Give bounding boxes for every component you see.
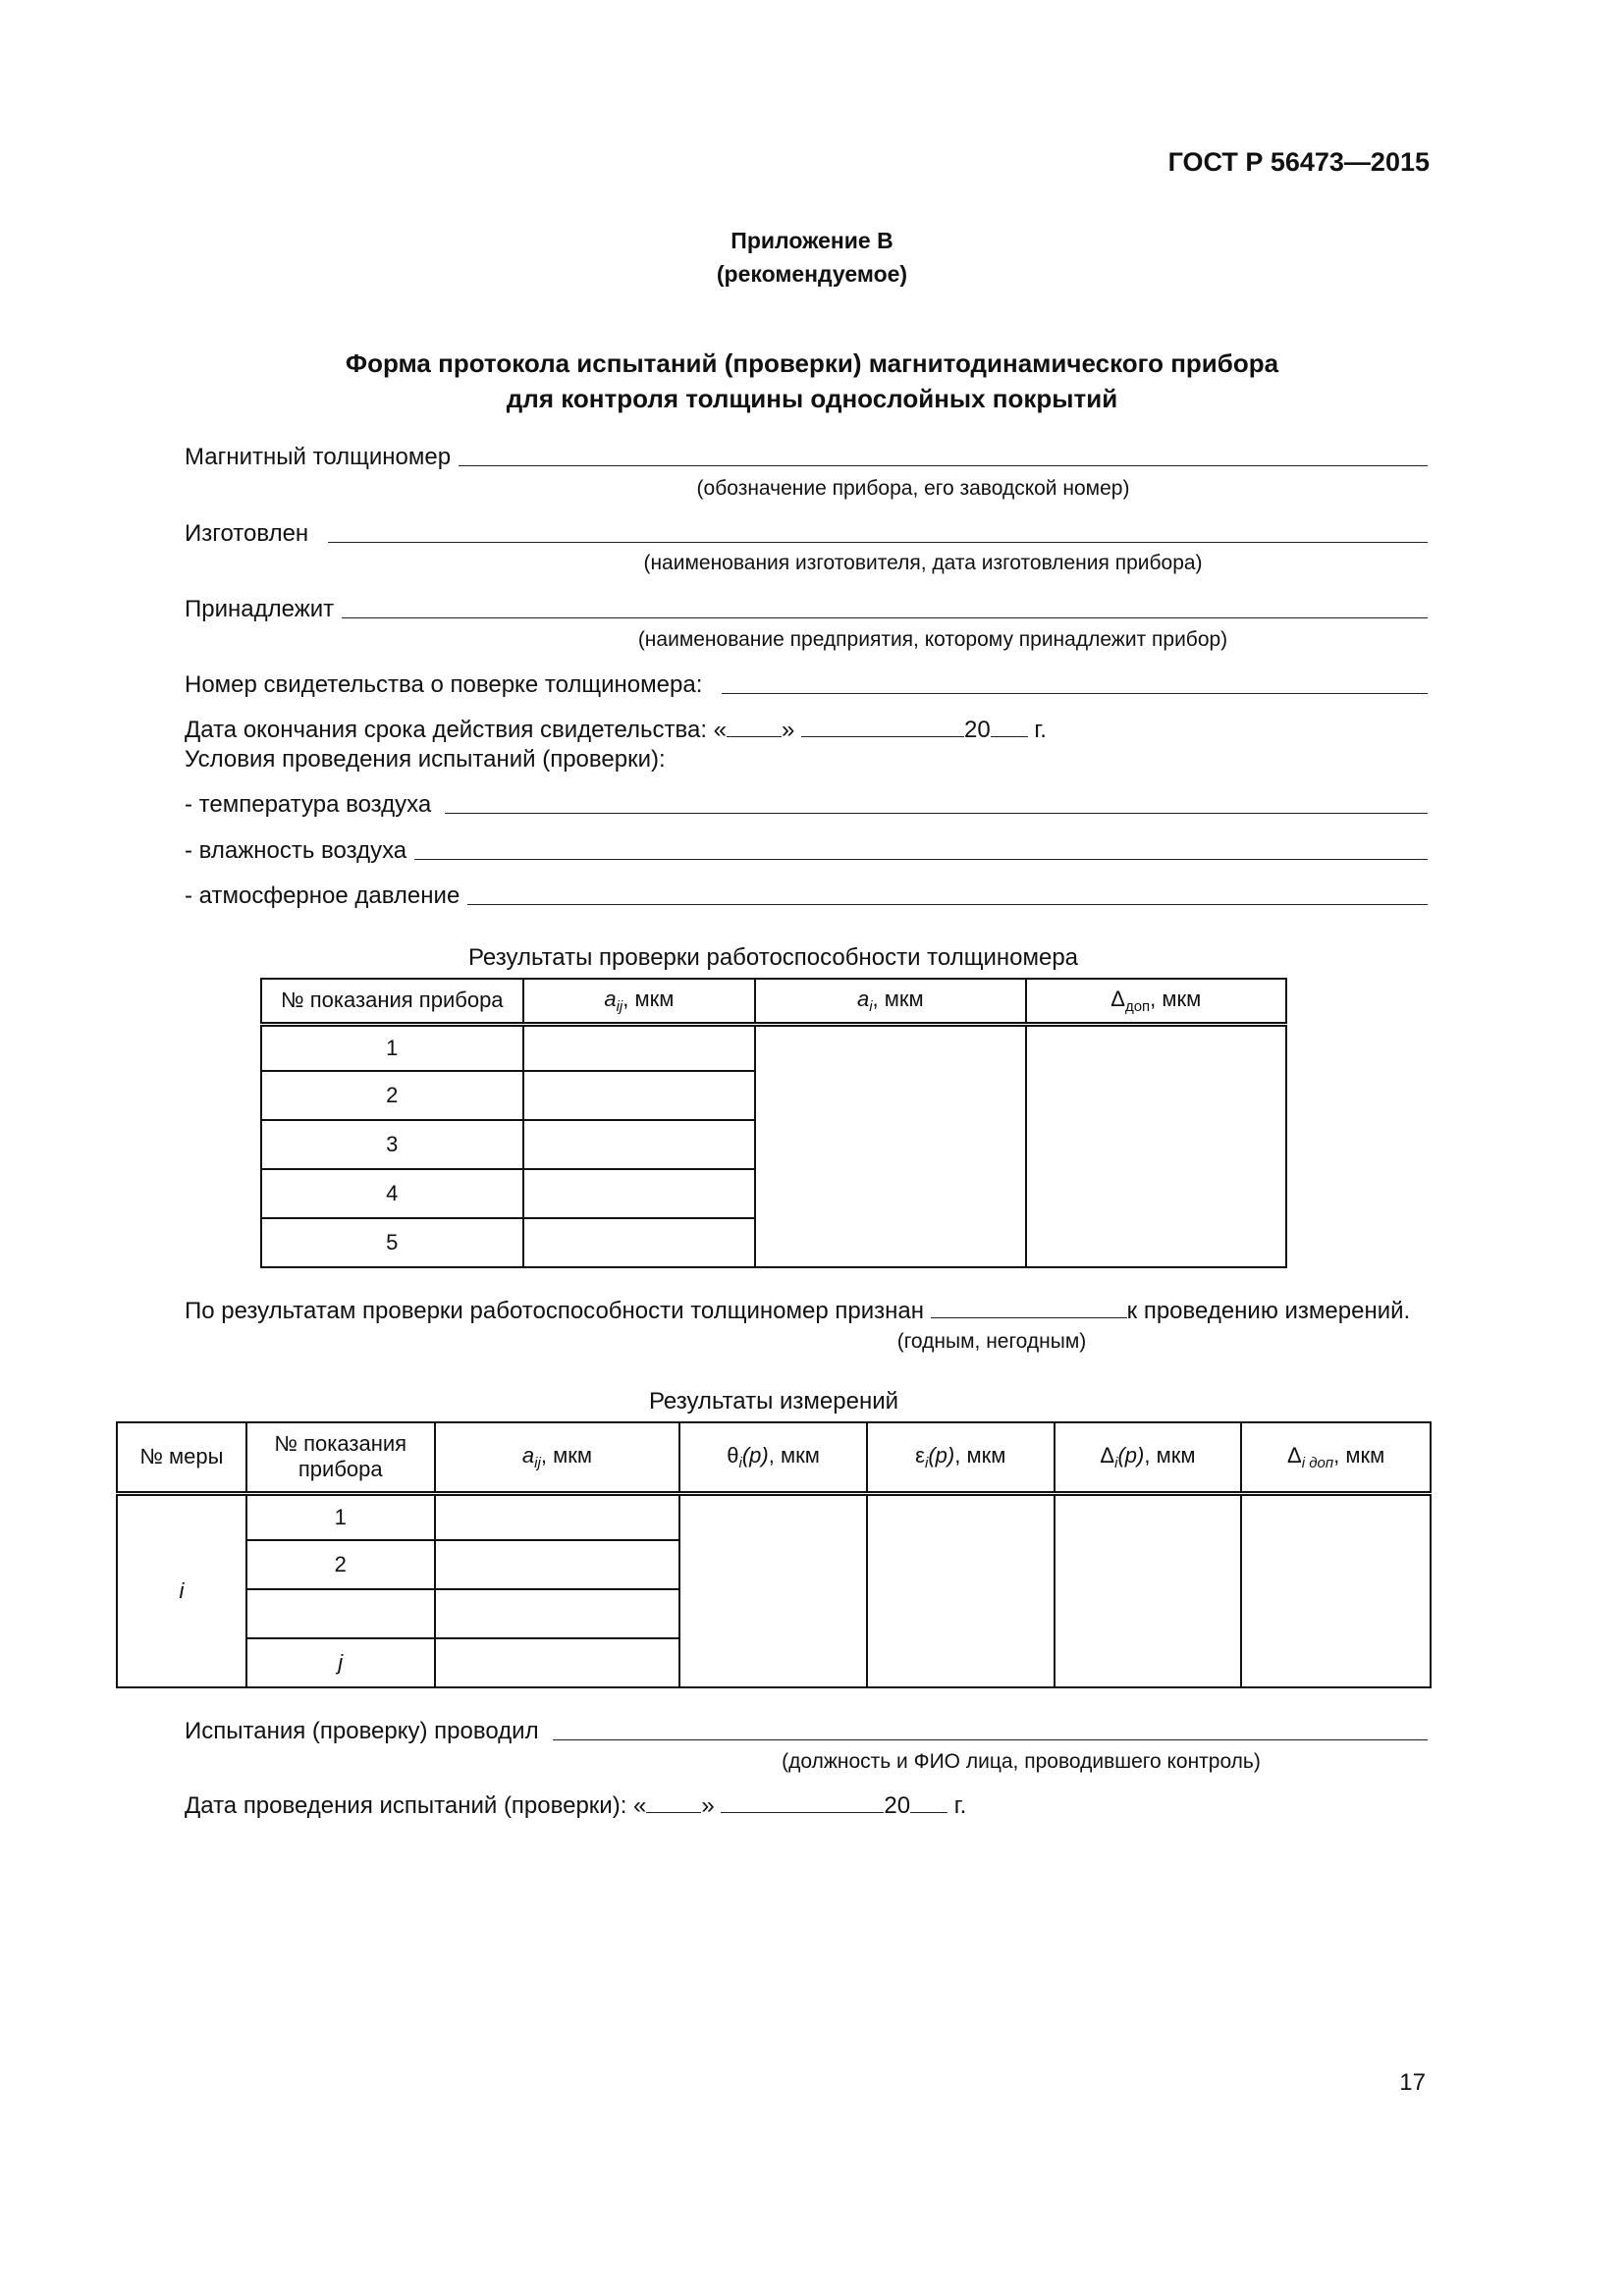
- field-made-label: Изготовлен: [185, 520, 309, 547]
- table-row: [117, 1493, 1431, 1540]
- field-owner-label: Принадлежит: [185, 596, 335, 622]
- table-row: [261, 1024, 1286, 1071]
- table2-cell-aij[interactable]: [435, 1493, 680, 1540]
- table2-cell-delta-dop[interactable]: [1241, 1493, 1431, 1687]
- test-date-quote: »: [701, 1792, 715, 1819]
- table1-row-number: 2: [261, 1071, 523, 1120]
- table2-header-row: [117, 1422, 1431, 1493]
- conditions-heading: Условия проведения испытаний (проверки):: [185, 746, 666, 773]
- table2-cell-aij[interactable]: [435, 1540, 680, 1589]
- verdict-blank[interactable]: [931, 1316, 1127, 1318]
- test-date-year-blank[interactable]: [910, 1811, 947, 1813]
- verdict-hint: (годным, негодным): [896, 1330, 1087, 1353]
- table2-cell-aij[interactable]: [435, 1589, 680, 1638]
- cert-expiry-month-blank[interactable]: [801, 735, 964, 737]
- table2: [116, 1421, 1432, 1688]
- field-humidity-label: - влажность воздуха: [185, 837, 407, 864]
- theta-symbol: θ: [727, 1442, 739, 1468]
- theta-subscript: i: [738, 1454, 742, 1471]
- test-date-year: 20: [884, 1792, 911, 1819]
- cert-expiry-year: 20: [964, 717, 991, 743]
- table1-cell-delta[interactable]: [1026, 1024, 1286, 1267]
- table1: [260, 978, 1287, 1268]
- table1-cell-aij[interactable]: [523, 1120, 756, 1169]
- delta-subscript: доп: [1124, 997, 1151, 1015]
- table1-header-aij: [523, 979, 756, 1024]
- theta-unit: , мкм: [768, 1442, 820, 1468]
- table1-header-ai: [755, 979, 1025, 1024]
- field-temp-line[interactable]: [445, 812, 1428, 814]
- cert-expiry-quote: »: [782, 717, 795, 743]
- delta-symbol: Δ: [1110, 986, 1125, 1011]
- table2-header-delta: [1055, 1422, 1242, 1493]
- test-date-label: Дата проведения испытаний (проверки): «: [185, 1792, 647, 1819]
- field-humidity-line[interactable]: [414, 858, 1428, 860]
- field-tester-hint: (должность и ФИО лица, проводившего контроль): [782, 1750, 1261, 1773]
- ai-unit: , мкм: [872, 986, 924, 1011]
- table2-row-number: [246, 1589, 435, 1638]
- document-code: ГОСТ Р 56473—2015: [1167, 147, 1430, 177]
- field-made-line[interactable]: [328, 541, 1428, 543]
- field-cert-expiry: [185, 717, 1047, 744]
- ai-symbol: a: [856, 986, 870, 1011]
- delta-unit: , мкм: [1150, 986, 1202, 1011]
- aij-unit: , мкм: [623, 986, 675, 1011]
- field-meter-line[interactable]: [459, 464, 1428, 466]
- field-temp: [185, 791, 1428, 819]
- cert-expiry-year-blank[interactable]: [991, 735, 1028, 737]
- field-owner: [185, 596, 1428, 623]
- annex-heading: [0, 224, 1624, 291]
- epsilon-arg: (p): [928, 1442, 955, 1468]
- ai-subscript: i: [869, 997, 873, 1015]
- table2-row-number: 2: [246, 1540, 435, 1589]
- verdict-line: [185, 1298, 1410, 1325]
- field-made: [185, 520, 1428, 548]
- t2-aij-symbol: a: [521, 1442, 535, 1468]
- table1-cell-aij[interactable]: [523, 1071, 756, 1120]
- aij-subscript: ij: [616, 997, 623, 1015]
- delta-i-symbol: Δ: [1100, 1442, 1115, 1468]
- cert-expiry-day-blank[interactable]: [727, 735, 782, 737]
- table2-cell-delta[interactable]: [1055, 1493, 1242, 1687]
- table1-row-number: 4: [261, 1169, 523, 1218]
- delta-i-dop-unit: , мкм: [1333, 1442, 1385, 1468]
- form-title: [0, 346, 1624, 416]
- field-tester: [185, 1718, 1428, 1745]
- table1-cell-aij[interactable]: [523, 1169, 756, 1218]
- aij-symbol: a: [604, 986, 617, 1011]
- field-cert-line[interactable]: [722, 692, 1428, 694]
- field-test-date: [185, 1792, 966, 1820]
- delta-i-arg: (p): [1117, 1442, 1145, 1468]
- table1-cell-aij[interactable]: [523, 1218, 756, 1267]
- epsilon-unit: , мкм: [954, 1442, 1006, 1468]
- table2-cell-theta[interactable]: [679, 1493, 867, 1687]
- test-date-day-blank[interactable]: [646, 1811, 701, 1813]
- table2-header-aij: [435, 1422, 680, 1493]
- table1-header-row: [261, 979, 1286, 1024]
- annex-subtitle: (рекомендуемое): [716, 261, 908, 287]
- table2-header-number: № показания прибора: [246, 1422, 435, 1493]
- table2-header-delta-dop: [1241, 1422, 1431, 1493]
- table2-header-epsilon: [867, 1422, 1055, 1493]
- delta-i-unit: , мкм: [1144, 1442, 1196, 1468]
- epsilon-symbol: ε: [915, 1442, 925, 1468]
- t2-aij-subscript: ij: [534, 1454, 541, 1471]
- form-title-line-1: Форма протокола испытаний (проверки) магнитодинамического прибора: [345, 348, 1279, 378]
- page-number: 17: [1399, 2069, 1426, 2096]
- table1-caption: Результаты проверки работоспособности толщиномера: [467, 944, 1079, 971]
- field-pressure-line[interactable]: [467, 903, 1428, 905]
- verdict-text-2: к проведению измерений.: [1126, 1298, 1411, 1324]
- table1-cell-ai[interactable]: [755, 1024, 1025, 1267]
- t2-aij-unit: , мкм: [540, 1442, 592, 1468]
- field-made-hint: (наименования изготовителя, дата изготовления прибора): [643, 552, 1203, 574]
- theta-arg: (p): [741, 1442, 769, 1468]
- field-temp-label: - температура воздуха: [185, 791, 432, 818]
- field-meter-hint: (обозначение прибора, его заводской номер): [696, 477, 1130, 500]
- field-owner-hint: (наименование предприятия, которому принадлежит прибор): [637, 628, 1228, 651]
- cert-expiry-label: Дата окончания срока действия свидетельства: «: [185, 717, 728, 743]
- table2-cell-epsilon[interactable]: [867, 1493, 1055, 1687]
- table2-caption: Результаты измерений: [648, 1388, 899, 1415]
- table2-row-number: 1: [246, 1493, 435, 1540]
- cert-expiry-g: г.: [1034, 717, 1047, 743]
- table1-cell-aij[interactable]: [523, 1024, 756, 1071]
- table1-row-number: 3: [261, 1120, 523, 1169]
- test-date-month-blank[interactable]: [721, 1811, 884, 1813]
- table2-header-theta: [679, 1422, 867, 1493]
- test-date-g: г.: [953, 1792, 967, 1819]
- table2-row-number: j: [246, 1638, 435, 1687]
- delta-i-subscript: i: [1114, 1454, 1118, 1471]
- field-pressure: [185, 882, 1428, 910]
- annex-title: Приложение В: [731, 228, 893, 253]
- field-cert: [185, 671, 1428, 699]
- field-cert-label: Номер свидетельства о поверке толщиномера:: [185, 671, 703, 698]
- field-pressure-label: - атмосферное давление: [185, 882, 460, 909]
- table2-cell-aij[interactable]: [435, 1638, 680, 1687]
- delta-i-dop-subscript: i доп: [1301, 1454, 1334, 1471]
- field-humidity: [185, 837, 1428, 865]
- field-meter: [185, 444, 1428, 471]
- table1-row-number: 1: [261, 1024, 523, 1071]
- field-owner-line[interactable]: [342, 616, 1428, 618]
- verdict-text-1: По результатам проверки работоспособности толщиномер признан: [185, 1298, 931, 1324]
- field-meter-label: Магнитный толщиномер: [185, 444, 452, 470]
- table2-measure-cell: i: [117, 1493, 246, 1687]
- table1-header-number: № показания прибора: [261, 979, 523, 1024]
- field-tester-label: Испытания (проверку) проводил: [185, 1718, 539, 1744]
- form-title-line-2: для контроля толщины однослойных покрытий: [506, 384, 1118, 413]
- table1-row-number: 5: [261, 1218, 523, 1267]
- epsilon-subscript: i: [924, 1454, 929, 1471]
- table1-header-delta-dop: [1026, 979, 1286, 1024]
- field-tester-line[interactable]: [553, 1738, 1428, 1740]
- delta-i-dop-symbol: Δ: [1287, 1442, 1302, 1468]
- table2-header-measure: № меры: [117, 1422, 246, 1493]
